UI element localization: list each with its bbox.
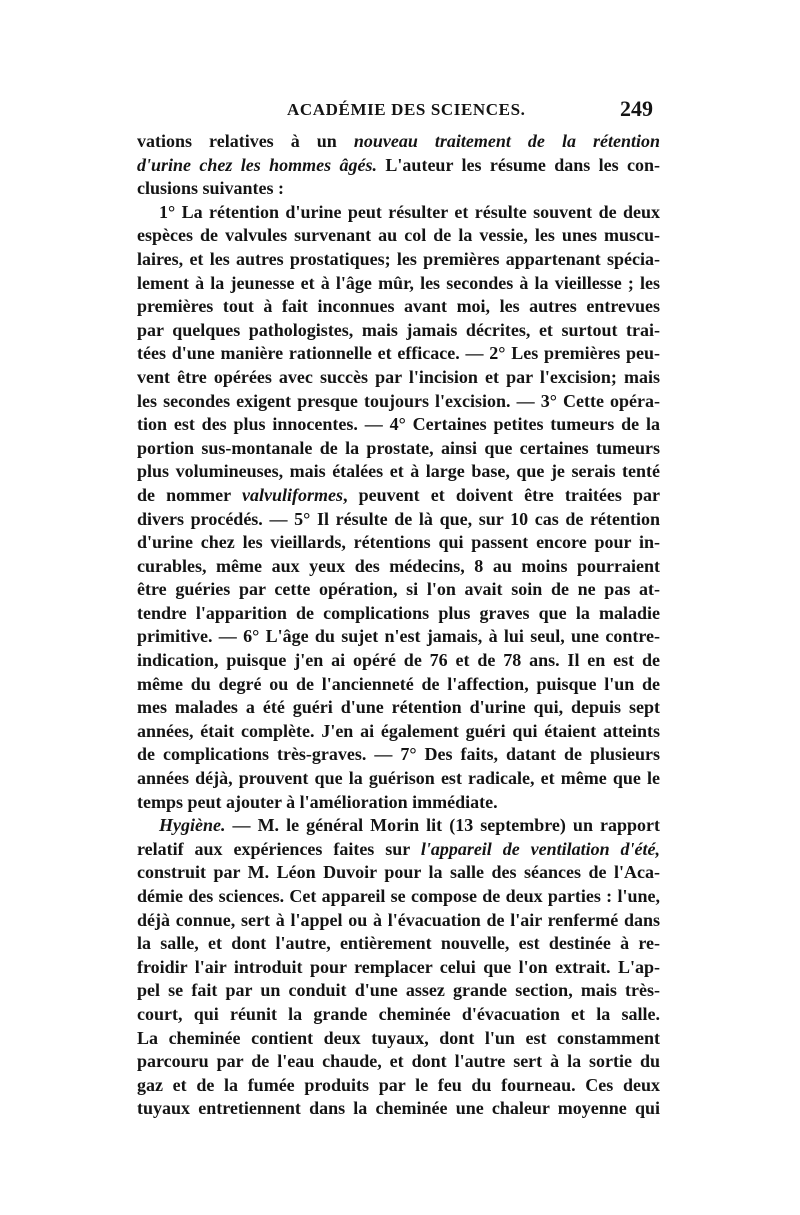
running-title: ACADÉMIE DES SCIENCES. — [287, 100, 526, 119]
text-line: déjà connue, sert à l'appel ou à l'évacuation de l'air renfermé dans — [137, 909, 660, 930]
text-line: être guéries par cette opération, si l'on avait soin de ne pas at- — [137, 579, 660, 600]
text-line: Hygiène. — M. le général Morin lit (13 septembre) un rapport — [159, 815, 660, 836]
text-line: plus volumineuses, mais étalées et à large base, que je serais tenté — [137, 461, 660, 482]
text-line: pel se fait par un conduit d'une assez grande section, mais très- — [137, 980, 660, 1001]
text-line: La cheminée contient deux tuyaux, dont l'un est constamment — [137, 1027, 660, 1048]
text-line: les secondes exigent presque toujours l'excision. — 3° Cette opéra- — [137, 390, 660, 411]
body-text — [137, 130, 660, 1121]
text-line: tion est des plus innocentes. — 4° Certaines petites tumeurs de la — [137, 414, 660, 435]
text-line: par quelques pathologistes, mais jamais décrites, et surtout trai- — [137, 319, 660, 340]
text-line: court, qui réunit la grande cheminée d'évacuation et la salle. — [137, 1003, 660, 1024]
text-line: d'urine chez les hommes âgés. L'auteur les résume dans les con- — [137, 154, 660, 175]
text-line: gaz et de la fumée produits par le feu du fourneau. Ces deux — [137, 1074, 660, 1095]
text-line: lement à la jeunesse et à l'âge mûr, les secondes à la vieillesse ; les — [137, 272, 660, 293]
text-line: portion sus-montanale de la prostate, ainsi que certaines tumeurs — [137, 437, 660, 458]
text-line: tendre l'apparition de complications plus graves que la maladie — [137, 602, 660, 623]
text-line: relatif aux expériences faites sur l'appareil de ventilation d'été, — [137, 838, 660, 859]
text-line: divers procédés. — 5° Il résulte de là que, sur 10 cas de rétention — [137, 508, 660, 529]
text-line: primitive. — 6° L'âge du sujet n'est jamais, à lui seul, une contre- — [137, 626, 660, 647]
text-line: la salle, et dont l'autre, entièrement nouvelle, est destinée à re- — [137, 933, 660, 954]
text-line: parcouru par de l'eau chaude, et dont l'autre sert à la sortie du — [137, 1051, 660, 1072]
text-line: vations relatives à un nouveau traitement de la rétention — [137, 131, 660, 151]
text-line: froidir l'air introduit pour remplacer celui que l'on extrait. L'ap- — [137, 956, 660, 977]
text-line: même du degré ou de l'ancienneté de l'affection, puisque l'un de — [137, 673, 660, 694]
text-line: de complications très-graves. — 7° Des faits, datant de plusieurs — [137, 744, 660, 765]
text-line: temps peut ajouter à l'amélioration immédiate. — [137, 791, 498, 812]
text-line: clusions suivantes : — [137, 178, 285, 199]
text-line: laires, et les autres prostatiques; les premières appartenant spécia- — [137, 248, 660, 269]
text-line: de nommer valvuliformes, peuvent et doivent être traitées par — [137, 484, 660, 505]
text-line: premières tout à fait inconnues avant moi, les autres entrevues — [137, 296, 660, 317]
text-line: indication, puisque j'en ai opéré de 76 et de 78 ans. Il en est de — [137, 650, 660, 671]
text-line: tuyaux entretiennent dans la cheminée une chaleur moyenne qui — [137, 1098, 660, 1119]
text-line: construit par M. Léon Duvoir pour la salle des séances de l'Aca- — [137, 862, 660, 883]
section-heading-hygiene: Hygiène. — [159, 815, 226, 836]
text-line: d'urine chez les vieillards, rétentions qui passent encore pour in- — [137, 532, 660, 553]
text-line: espèces de valvules survenant au col de la vessie, les unes muscu- — [137, 225, 660, 246]
text-line: démie des sciences. Cet appareil se compose de deux parties : l'une, — [137, 886, 660, 906]
page-number: 249 — [620, 96, 653, 121]
text-line: tées d'une manière rationnelle et efficace. — 2° Les premières peu- — [137, 343, 660, 364]
text-line: mes malades a été guéri d'une rétention d'urine qui, depuis sept — [137, 697, 660, 718]
text-line: curables, même aux yeux des médecins, 8 au moins pourraient — [137, 555, 660, 576]
running-head — [137, 96, 657, 124]
text-line: vent être opérées avec succès par l'incision et par l'excision; mais — [137, 366, 660, 387]
text-line: années déjà, prouvent que la guérison est radicale, et même que le — [137, 768, 660, 789]
text-line: années, était complète. J'en ai également guéri qui étaient atteints — [137, 720, 660, 741]
text-line: 1° La rétention d'urine peut résulter et résulte souvent de deux — [159, 201, 660, 222]
